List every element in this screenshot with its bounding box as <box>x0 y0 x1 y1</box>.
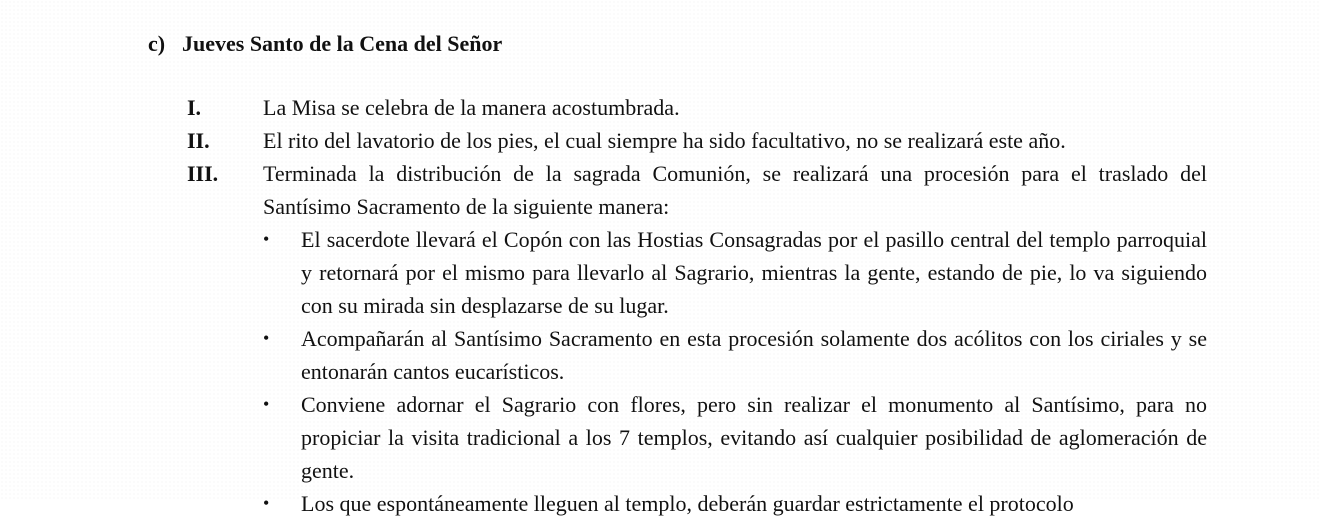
bullet-text: Acompañarán al Santísimo Sacramento en esta procesión solamente dos acólitos con los ciriales y se entonarán cantos eucarísticos. <box>301 326 1207 384</box>
bullet-text: El sacerdote llevará el Copón con las Hostias Consagradas por el pasillo central del templo parroquial y retornará por el mismo para llevarlo al Sagrario, mientras la gente, estando de pie, lo va siguiendo con su mirada sin desplazarse de su lugar. <box>301 227 1207 318</box>
bullet-icon: • <box>263 394 270 414</box>
numbered-item-3 <box>187 157 1207 223</box>
bullet-icon: • <box>263 493 270 513</box>
bullet-text: Los que espontáneamente lleguen al templo, deberán guardar estrictamente el protocolo <box>301 491 1074 516</box>
numbered-item-1 <box>187 91 1207 124</box>
item-number: III. <box>187 161 219 186</box>
item-number: I. <box>187 95 202 120</box>
bullet-item-2 <box>263 322 1207 388</box>
bullet-icon: • <box>263 328 270 348</box>
bullet-item-1 <box>263 223 1207 322</box>
section-letter: c) <box>148 31 166 56</box>
item-text: El rito del lavatorio de los pies, el cual siempre ha sido facultativo, no se realizará este año. <box>263 128 1066 153</box>
item-number: II. <box>187 128 210 153</box>
item-text: La Misa se celebra de la manera acostumbrada. <box>263 95 680 120</box>
numbered-item-2 <box>187 124 1207 157</box>
bullet-text: Conviene adornar el Sagrario con flores, pero sin realizar el monumento al Santísimo, para no propiciar la visita tradicional a los 7 templos, evitando así cualquier posibilidad de aglomeración de gente. <box>301 392 1207 483</box>
bullet-item-4 <box>263 487 1207 520</box>
section-heading <box>148 28 502 60</box>
bullet-item-3 <box>263 388 1207 487</box>
section-title: Jueves Santo de la Cena del Señor <box>182 31 503 56</box>
item-text: Terminada la distribución de la sagrada Comunión, se realizará una procesión para el traslado del Santísimo Sacramento de la siguiente manera: <box>263 161 1207 219</box>
bullet-icon: • <box>263 229 270 249</box>
